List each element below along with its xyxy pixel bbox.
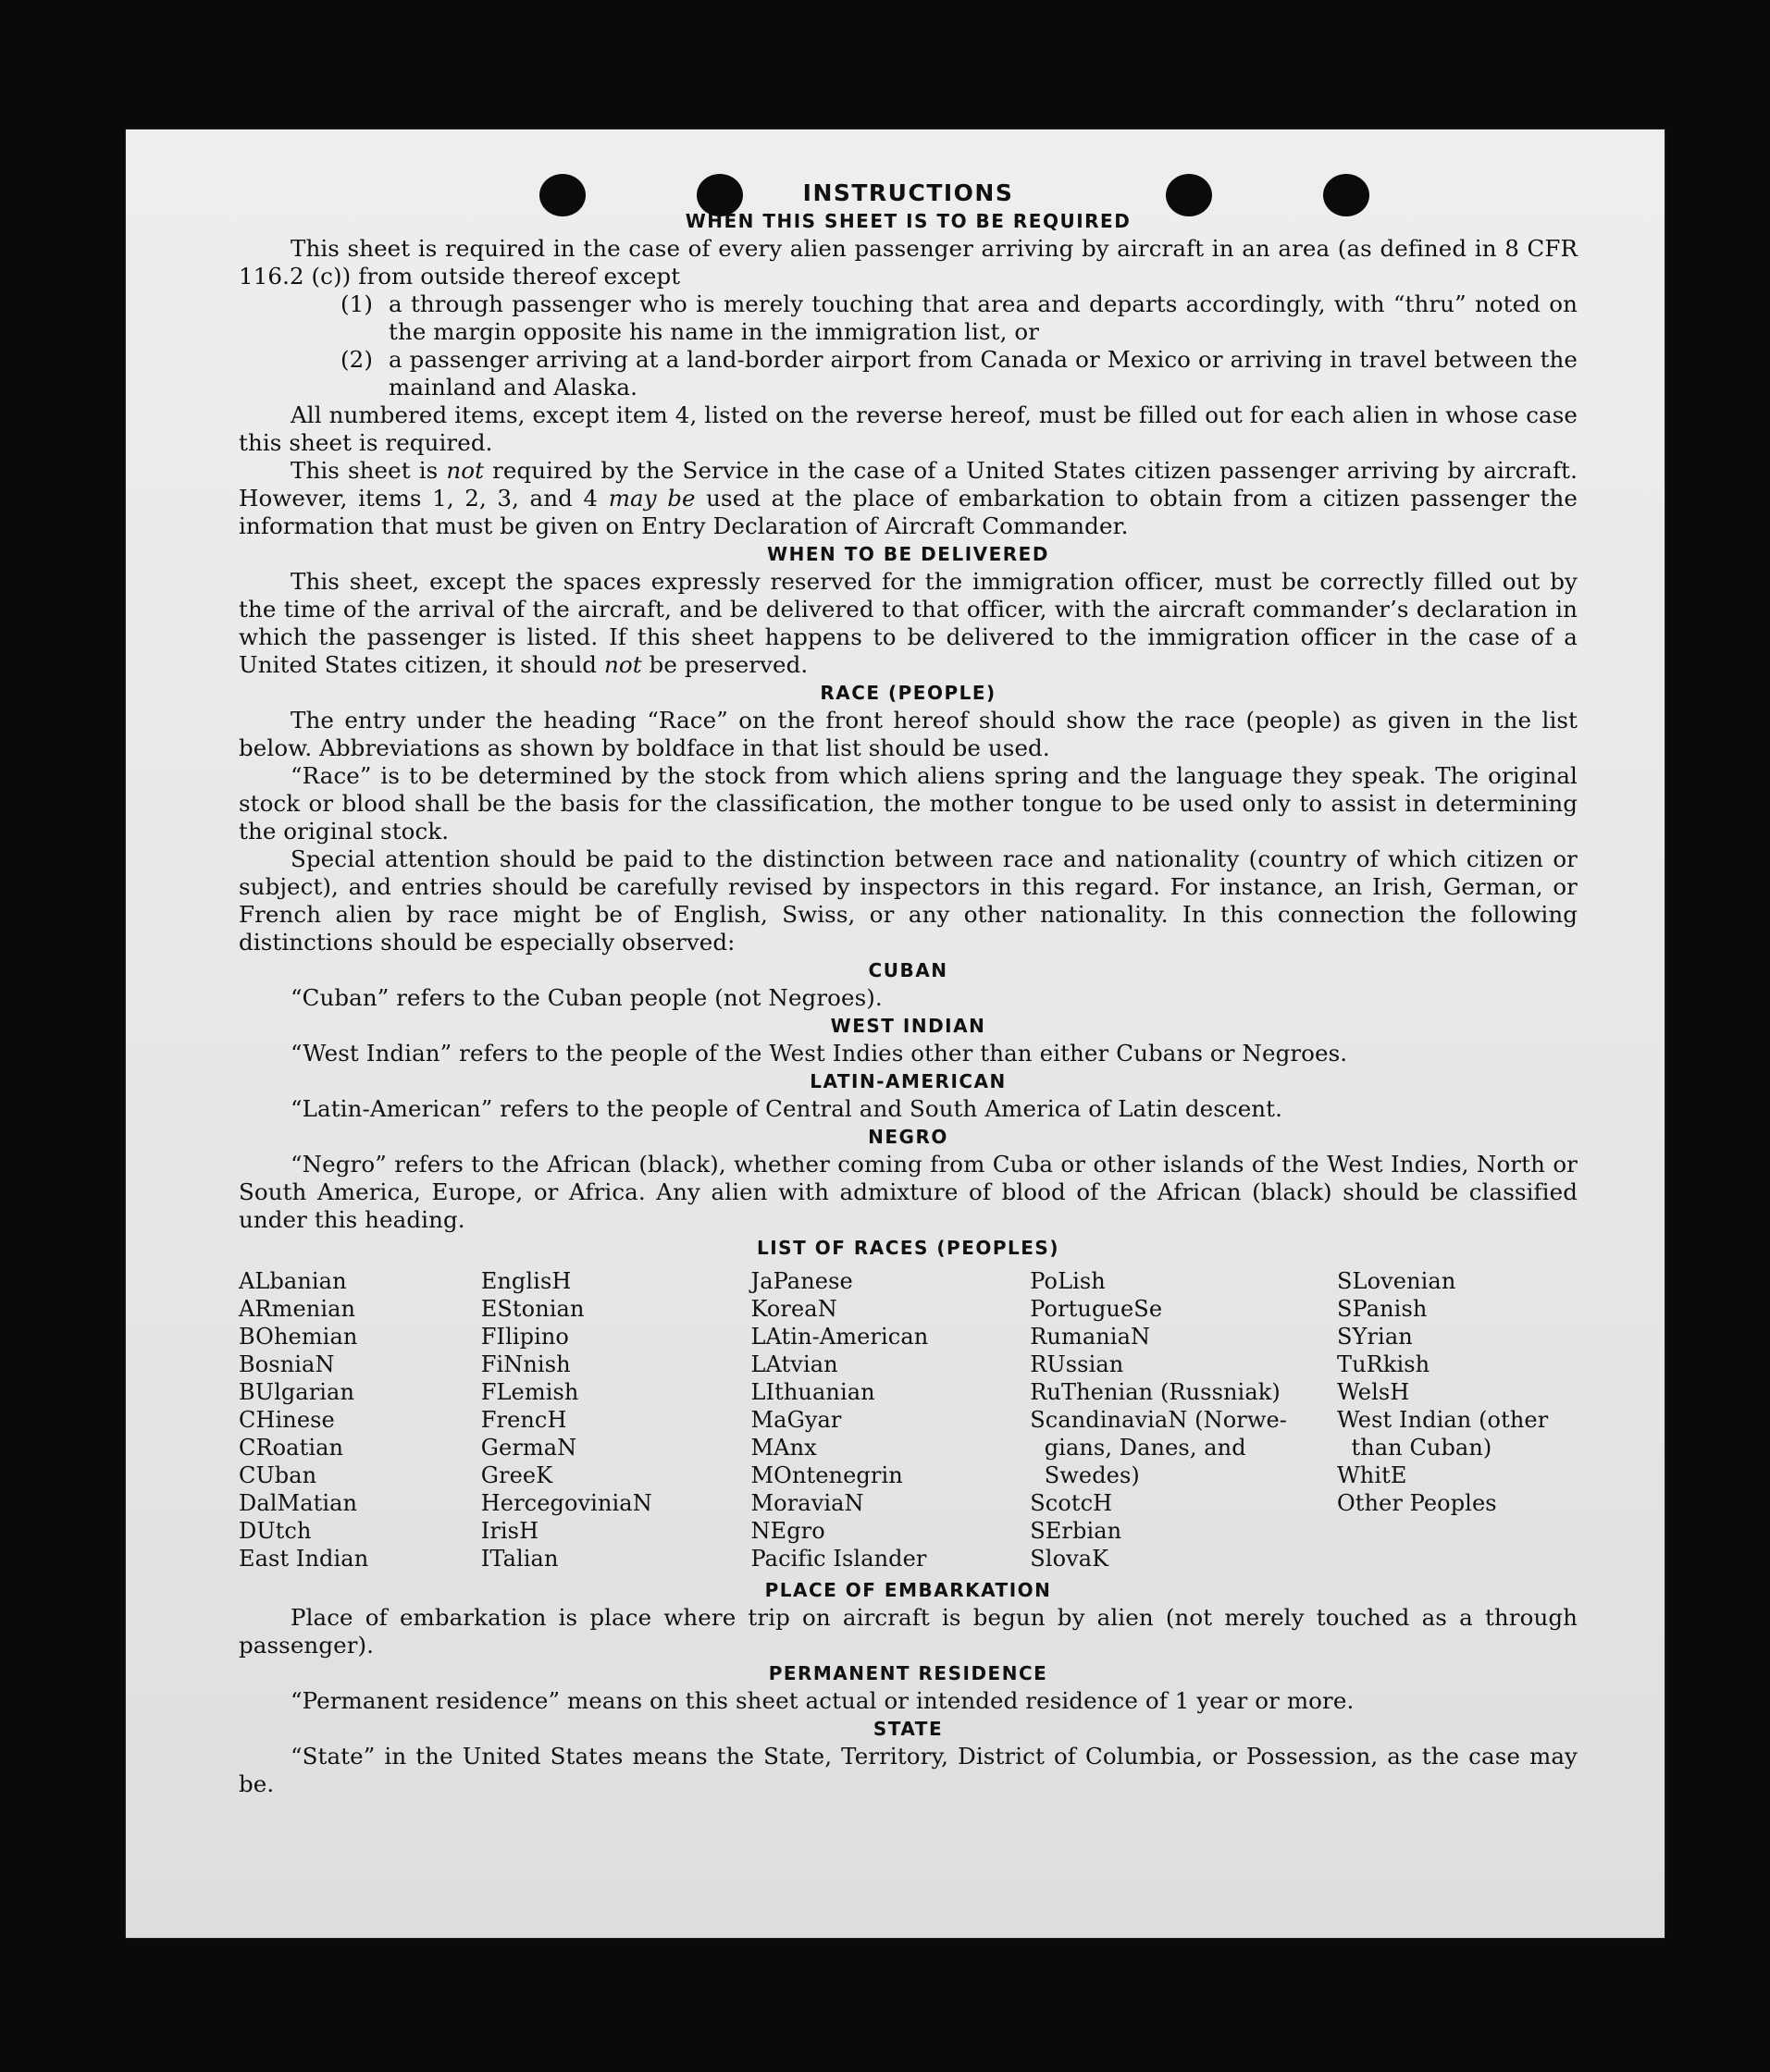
- item-number: (1): [340, 290, 374, 317]
- item-text: a passenger arriving at a land-border airport from Canada or Mexico or arriving in travel between the mainland and Alaska.: [389, 346, 1578, 401]
- paragraph: Special attention should be paid to the distinction between race and nationality (country of which citizen or subject), and entries should be carefully revised by inspectors in this regard. For instance, an Irish, German, or French alien by race might be of English, Swiss, or any other nationality. In this connection the following distinctions should be especially observed:: [239, 845, 1578, 956]
- paragraph: All numbered items, except item 4, listed on the reverse hereof, must be filled out for each alien in whose case this sheet is required.: [239, 401, 1578, 456]
- race-entry: RumaniaN: [1030, 1324, 1151, 1350]
- race-entry: Pacific Islander: [750, 1546, 927, 1572]
- emphasis: not: [446, 457, 485, 484]
- race-entry: PoLish: [1030, 1268, 1106, 1294]
- race-entry: RuThenian (Russniak): [1030, 1379, 1281, 1405]
- race-entry: FiNnish: [480, 1351, 571, 1377]
- race-entry: EStonian: [480, 1296, 585, 1322]
- text-run: be preserved.: [641, 651, 809, 678]
- race-entry: CHinese: [239, 1407, 335, 1433]
- section-heading: LIST OF RACES (PEOPLES): [757, 1237, 1059, 1259]
- race-entry: RUssian: [1030, 1351, 1124, 1377]
- paragraph: The entry under the heading “Race” on the front hereof should show the race (people) as given in the list below. Abbreviations as shown by boldface in that list should be used.: [239, 707, 1578, 761]
- race-entry: DalMatian: [239, 1490, 358, 1516]
- race-entry: ITalian: [480, 1546, 559, 1572]
- section-heading: WHEN TO BE DELIVERED: [767, 543, 1049, 565]
- race-entry: FrencH: [480, 1407, 567, 1433]
- text-run: required by the Service in the case of a United States citizen passenger arriving by aircraft. However, items 1, 2, 3, and 4: [239, 457, 1578, 512]
- race-entry: East Indian: [239, 1546, 369, 1572]
- paragraph: This sheet is required in the case of every alien passenger arriving by aircraft in an area (as defined in 8 CFR 116.2 (c)) from outside thereof except: [239, 235, 1578, 290]
- text-run: This sheet, except the spaces expressly reserved for the immigration officer, must be correctly filled out by the time of the arrival of the aircraft, and be delivered to that officer, with the aircraft commander’s declaration in which the passenger is listed. If this sheet happens to be delivered to the immigration officer in the case of a United States citizen, it should: [239, 568, 1578, 678]
- paragraph: “Latin-American” refers to the people of Central and South America of Latin descent.: [291, 1095, 1283, 1122]
- race-entry: CUban: [239, 1462, 317, 1488]
- race-entry: EnglisH: [480, 1268, 572, 1294]
- race-entry: WelsH: [1337, 1379, 1410, 1405]
- race-entry: GermaN: [480, 1435, 577, 1461]
- race-entry: SLovenian: [1337, 1268, 1456, 1294]
- race-entry: ScotcH: [1030, 1490, 1113, 1516]
- section-heading: PLACE OF EMBARKATION: [764, 1579, 1052, 1601]
- item-text: a through passenger who is merely touching that area and departs accordingly, with “thru” noted on the margin opposite his name in the immigration list, or: [389, 290, 1578, 345]
- paragraph: [239, 568, 1578, 679]
- race-entry: GreeK: [480, 1462, 553, 1488]
- paragraph: “Race” is to be determined by the stock from which aliens spring and the language they speak. The original stock or blood shall be the basis for the classification, the mother tongue to be used only to assist in determining the original stock.: [239, 762, 1578, 845]
- race-entry: SPanish: [1337, 1296, 1428, 1322]
- race-entry: TuRkish: [1337, 1351, 1430, 1377]
- race-column: [481, 1267, 731, 1572]
- race-entry: MOntenegrin: [750, 1462, 903, 1488]
- race-entry: BUlgarian: [239, 1379, 355, 1405]
- race-entry: ScandinaviaN (Norwe-: [1030, 1407, 1288, 1433]
- race-entry: West Indian (other: [1337, 1407, 1549, 1433]
- race-entry: SErbian: [1030, 1518, 1122, 1544]
- section-heading: CUBAN: [868, 959, 948, 981]
- race-entry: PortugueSe: [1030, 1296, 1163, 1322]
- race-entry: IrisH: [480, 1518, 539, 1544]
- paragraph: “State” in the United States means the State, Territory, District of Columbia, or Possession, as the case may be.: [239, 1743, 1578, 1797]
- section-heading: NEGRO: [868, 1126, 948, 1148]
- list-item: [239, 346, 1578, 401]
- text-run: used at the place of embarkation to obtain from a citizen passenger the information that must be given on Entry Declaration of Aircraft Commander.: [239, 485, 1578, 539]
- race-entry: ALbanian: [239, 1268, 347, 1294]
- race-entry: CRoatian: [239, 1435, 344, 1461]
- list-item: [239, 290, 1578, 346]
- section-heading: RACE (PEOPLE): [820, 682, 996, 704]
- race-entry: than Cuban): [1337, 1435, 1492, 1461]
- item-number: (2): [340, 346, 374, 373]
- race-entry: BosniaN: [239, 1351, 335, 1377]
- paragraph: “Cuban” refers to the Cuban people (not Negroes).: [291, 984, 883, 1011]
- race-entry: LAtin-American: [750, 1324, 929, 1350]
- race-entry: MoraviaN: [750, 1490, 864, 1516]
- race-entry: SlovaK: [1030, 1546, 1109, 1572]
- race-entry: MAnx: [750, 1435, 817, 1461]
- emphasis: not: [603, 651, 642, 678]
- page-title: INSTRUCTIONS: [802, 179, 1014, 206]
- document-sheet: [126, 130, 1665, 1938]
- race-entry: HercegoviniaN: [480, 1490, 652, 1516]
- section-heading: LATIN-AMERICAN: [810, 1070, 1007, 1092]
- race-entry: Swedes): [1030, 1462, 1140, 1488]
- race-entry: LIthuanian: [750, 1379, 875, 1405]
- race-list: [239, 1267, 1578, 1572]
- section-heading: PERMANENT RESIDENCE: [768, 1662, 1048, 1684]
- race-entry: LAtvian: [750, 1351, 838, 1377]
- section-heading: WHEN THIS SHEET IS TO BE REQUIRED: [685, 210, 1132, 232]
- text-run: This sheet is: [291, 457, 447, 484]
- paragraph: “Permanent residence” means on this sheet actual or intended residence of 1 year or more.: [291, 1687, 1355, 1714]
- race-column: [1337, 1267, 1578, 1572]
- race-entry: SYrian: [1337, 1324, 1413, 1350]
- instructions-text: [239, 179, 1578, 1798]
- race-entry: NEgro: [750, 1518, 825, 1544]
- paragraph: “West Indian” refers to the people of the West Indies other than either Cubans or Negroes.: [291, 1040, 1348, 1067]
- race-entry: FLemish: [480, 1379, 579, 1405]
- race-entry: KoreaN: [750, 1296, 837, 1322]
- race-entry: FIlipino: [480, 1324, 569, 1350]
- race-column: [1030, 1267, 1317, 1572]
- emphasis: may be: [608, 485, 696, 512]
- race-entry: Other Peoples: [1337, 1490, 1497, 1516]
- paragraph: Place of embarkation is place where trip on aircraft is begun by alien (not merely touched as a through passenger).: [239, 1604, 1578, 1659]
- race-entry: MaGyar: [750, 1407, 842, 1433]
- race-column: [751, 1267, 1010, 1572]
- race-entry: gians, Danes, and: [1030, 1435, 1246, 1461]
- race-entry: JaPanese: [750, 1268, 853, 1294]
- section-heading: STATE: [873, 1718, 944, 1740]
- paragraph: “Negro” refers to the African (black), whether coming from Cuba or other islands of the West Indies, North or South America, Europe, or Africa. Any alien with admixture of blood of the African (black) should be classified under this heading.: [239, 1151, 1578, 1233]
- race-column: [239, 1267, 461, 1572]
- section-heading: WEST INDIAN: [830, 1015, 986, 1037]
- race-entry: WhitE: [1337, 1462, 1407, 1488]
- race-entry: BOhemian: [239, 1324, 358, 1350]
- race-entry: DUtch: [239, 1518, 312, 1544]
- paragraph: [239, 457, 1578, 540]
- race-entry: ARmenian: [239, 1296, 356, 1322]
